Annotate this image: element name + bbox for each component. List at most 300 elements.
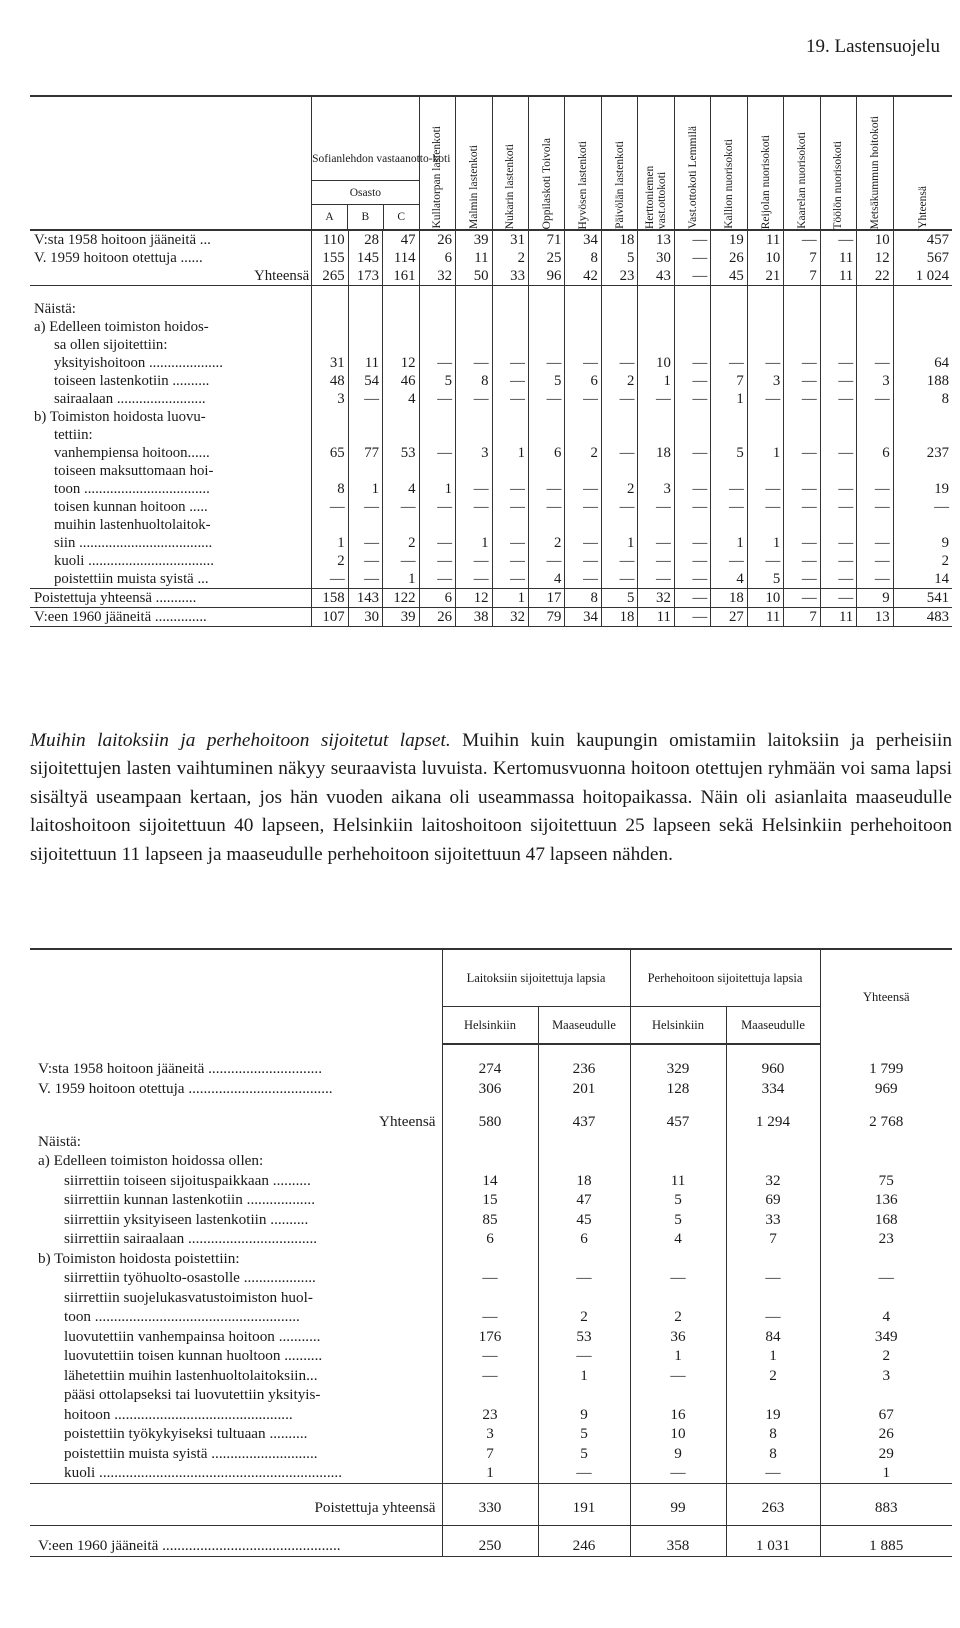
cell-value: —	[674, 498, 710, 516]
cell-value	[747, 462, 783, 480]
cell-value: 110	[312, 230, 348, 249]
cell-value	[565, 462, 601, 480]
cell-value	[565, 300, 601, 318]
cell-value: 1	[711, 390, 747, 408]
column-header-box	[748, 109, 783, 229]
cell-value: —	[820, 552, 856, 570]
cell-value: —	[601, 390, 637, 408]
cell-value: —	[674, 390, 710, 408]
cell-value: —	[538, 1346, 630, 1366]
cell-value	[711, 318, 747, 336]
cell-value: —	[528, 390, 564, 408]
cell-value: —	[726, 1268, 820, 1288]
cell-value: 8	[893, 390, 952, 408]
cell-value: 3	[820, 1366, 952, 1386]
cell-value: 1	[383, 570, 420, 589]
cell-value: —	[674, 589, 710, 608]
cell-value: 33	[492, 267, 528, 286]
cell-value: 246	[538, 1526, 630, 1557]
row-label: V:een 1960 jääneitä ...............................................	[30, 1526, 442, 1557]
cell-value: —	[747, 354, 783, 372]
cell-value	[857, 318, 893, 336]
row-label: siirrettiin työhuolto-osastolle ...................	[64, 1269, 316, 1286]
row-label: yksityishoitoon ....................	[54, 355, 223, 371]
column-header	[601, 96, 637, 230]
row-label: toon ..................................	[54, 481, 210, 497]
cell-value: 11	[348, 354, 382, 372]
cell-value: 2	[312, 552, 348, 570]
cell-value: —	[312, 570, 348, 589]
cell-value: —	[674, 480, 710, 498]
cell-value	[601, 286, 637, 301]
cell-value: —	[601, 498, 637, 516]
cell-value: 5	[538, 1444, 630, 1464]
cell-value: 114	[383, 249, 420, 267]
cell-value	[456, 318, 492, 336]
cell-value: 12	[456, 589, 492, 608]
cell-value	[893, 286, 952, 301]
cell-value: 541	[893, 589, 952, 608]
column-header-label: Vast.ottokoti Lemmilä	[686, 126, 699, 229]
column-header	[492, 96, 528, 230]
cell-value: —	[601, 444, 637, 462]
row-label: a) Edelleen toimiston hoidos-	[34, 319, 209, 335]
column-header-label: Kallion nuorisokoti	[723, 139, 736, 229]
cell-value: —	[630, 1268, 726, 1288]
cell-value: —	[820, 534, 856, 552]
cell-value: —	[674, 372, 710, 390]
cell-value: —	[419, 534, 455, 552]
cell-value: 47	[538, 1190, 630, 1210]
cell-value: 10	[638, 354, 674, 372]
cell-value	[674, 318, 710, 336]
cell-value: 18	[601, 608, 637, 627]
cell-value: —	[784, 534, 820, 552]
cell-value: 2 768	[820, 1098, 952, 1132]
cell-value: 5	[630, 1210, 726, 1230]
cell-value: —	[456, 552, 492, 570]
cell-value: 8	[726, 1444, 820, 1464]
cell-value: 11	[820, 249, 856, 267]
table-row	[30, 372, 952, 390]
cell-value: —	[857, 552, 893, 570]
cell-value: —	[674, 444, 710, 462]
table-row	[30, 1288, 952, 1308]
cell-value: —	[565, 498, 601, 516]
cell-value: 18	[711, 589, 747, 608]
cell-value: —	[820, 480, 856, 498]
cell-value	[601, 408, 637, 426]
cell-value: —	[674, 552, 710, 570]
row-label: muihin lastenhuoltolaitok-	[54, 517, 211, 533]
cell-value: —	[528, 552, 564, 570]
column-header	[456, 96, 492, 230]
cell-value: 1 294	[726, 1098, 820, 1132]
cell-value: 26	[711, 249, 747, 267]
table-row	[30, 1171, 952, 1191]
column-header-box	[638, 109, 673, 229]
cell-value: —	[711, 354, 747, 372]
cell-value	[383, 462, 420, 480]
cell-value: —	[565, 570, 601, 589]
cell-value: 5	[711, 444, 747, 462]
cell-value	[442, 1249, 538, 1269]
cell-value	[348, 300, 382, 318]
column-header-label: Malmin lastenkoti	[467, 144, 480, 229]
cell-value: —	[601, 354, 637, 372]
cell-value: 1	[820, 1463, 952, 1483]
row-label: vanhempiensa hoitoon......	[54, 445, 210, 461]
cell-value: —	[820, 372, 856, 390]
cell-value	[456, 408, 492, 426]
cell-value	[893, 426, 952, 444]
cell-value	[492, 286, 528, 301]
cell-value	[784, 318, 820, 336]
cell-value	[538, 1132, 630, 1152]
cell-value	[565, 286, 601, 301]
cell-value	[442, 1151, 538, 1171]
row-label: Yhteensä	[378, 1113, 436, 1130]
cell-value: 19	[893, 480, 952, 498]
cell-value	[784, 300, 820, 318]
row-label: kuoli ................................................................	[30, 1463, 442, 1483]
cell-value: 30	[348, 608, 382, 627]
cell-value	[492, 462, 528, 480]
cell-value: —	[820, 444, 856, 462]
cell-value: —	[674, 267, 710, 286]
table2-stub-header	[30, 949, 442, 1044]
cell-value: 145	[348, 249, 382, 267]
cell-value: 77	[348, 444, 382, 462]
cell-value	[601, 300, 637, 318]
cell-value: —	[638, 534, 674, 552]
table-row	[30, 1424, 952, 1444]
table-row	[30, 1249, 952, 1269]
cell-value: 1	[726, 1346, 820, 1366]
cell-value	[630, 1249, 726, 1269]
cell-value: 5	[528, 372, 564, 390]
column-header-box	[894, 109, 952, 229]
cell-value: —	[893, 498, 952, 516]
cell-value: —	[784, 570, 820, 589]
cell-value	[857, 286, 893, 301]
cell-value: 6	[538, 1229, 630, 1249]
cell-value: 1	[711, 534, 747, 552]
column-header-label: Nukarin lastenkoti	[504, 143, 517, 229]
column-header	[747, 96, 783, 230]
table-row	[30, 1079, 952, 1099]
cell-value	[456, 336, 492, 354]
row-label: siirrettiin kunnan lastenkotiin ..................	[64, 1191, 315, 1208]
row-label: luovutettiin vanhempainsa hoitoon ...........	[64, 1327, 321, 1345]
cell-value	[893, 462, 952, 480]
cell-value	[383, 318, 420, 336]
row-label: toisen kunnan hoitoon .....	[54, 499, 208, 515]
row-label: poistettiin muista syistä ...	[30, 570, 312, 589]
cell-value: 128	[630, 1079, 726, 1099]
row-label	[30, 286, 312, 301]
cell-value: 5	[419, 372, 455, 390]
cell-value: 8	[565, 249, 601, 267]
cell-value: 188	[893, 372, 952, 390]
cell-value: —	[784, 372, 820, 390]
column-header-box	[857, 109, 892, 229]
cell-value	[312, 516, 348, 534]
cell-value: —	[638, 498, 674, 516]
cell-value: 65	[312, 444, 348, 462]
column-header-label: Töölön nuorisokoti	[832, 140, 845, 229]
column-header	[638, 96, 674, 230]
table-row	[30, 1327, 952, 1347]
table-row	[30, 408, 952, 426]
column-header-label: Päivölän lastenkoti	[613, 141, 626, 229]
cell-value: 10	[747, 589, 783, 608]
cell-value: 31	[492, 230, 528, 249]
cell-value: 71	[528, 230, 564, 249]
column-header-box	[420, 109, 455, 229]
cell-value	[726, 1385, 820, 1405]
row-label: b) Toimiston hoidosta luovu-	[34, 409, 206, 425]
cell-value: —	[492, 372, 528, 390]
row-label: siirrettiin sairaalaan ..................................	[64, 1230, 318, 1247]
column-header-box	[821, 109, 856, 229]
column-header-box	[565, 109, 600, 229]
cell-value: 263	[726, 1483, 820, 1526]
cell-value: —	[820, 230, 856, 249]
cell-value	[348, 336, 382, 354]
cell-value: 4	[711, 570, 747, 589]
cell-value	[857, 336, 893, 354]
cell-value	[820, 426, 856, 444]
cell-value	[674, 286, 710, 301]
cell-value: 1	[456, 534, 492, 552]
cell-value: 27	[711, 608, 747, 627]
cell-value	[383, 408, 420, 426]
cell-value	[456, 462, 492, 480]
cell-value	[711, 426, 747, 444]
cell-value: —	[726, 1463, 820, 1483]
children-homes-table	[30, 95, 952, 627]
table-row	[30, 1346, 952, 1366]
cell-value: —	[419, 570, 455, 589]
cell-value: 32	[419, 267, 455, 286]
cell-value: —	[456, 354, 492, 372]
cell-value: 28	[348, 230, 382, 249]
cell-value: 334	[726, 1079, 820, 1099]
cell-value	[711, 516, 747, 534]
cell-value: 1	[747, 534, 783, 552]
cell-value: 67	[820, 1405, 952, 1425]
cell-value: 6	[857, 444, 893, 462]
table-row	[30, 1044, 952, 1079]
cell-value: 1	[442, 1463, 538, 1483]
cell-value	[456, 516, 492, 534]
cell-value: —	[820, 390, 856, 408]
cell-value: 2	[601, 480, 637, 498]
cell-value: 39	[383, 608, 420, 627]
cell-value	[348, 286, 382, 301]
cell-value: 85	[442, 1210, 538, 1230]
cell-value: 7	[711, 372, 747, 390]
row-label: Poistettuja yhteensä	[30, 1483, 442, 1526]
cell-value: 10	[747, 249, 783, 267]
row-label: V. 1959 hoitoon otettuja ......................................	[38, 1079, 333, 1097]
cell-value: —	[747, 552, 783, 570]
row-label: V:sta 1958 hoitoon jääneitä ...	[34, 232, 211, 248]
cell-value: 4	[820, 1307, 952, 1327]
cell-value: —	[538, 1268, 630, 1288]
cell-value	[383, 426, 420, 444]
column-header	[784, 96, 820, 230]
cell-value	[348, 318, 382, 336]
cell-value: 19	[726, 1405, 820, 1425]
cell-value: 6	[528, 444, 564, 462]
cell-value	[348, 462, 382, 480]
column-header-box	[675, 109, 710, 229]
cell-value	[820, 286, 856, 301]
cell-value	[538, 1288, 630, 1308]
row-label: Yhteensä	[30, 267, 312, 286]
paragraph-italic-lead: Muihin laitoksiin ja perhehoitoon sijoitetut lapset.	[30, 730, 451, 751]
cell-value: 23	[442, 1405, 538, 1425]
cell-value	[857, 426, 893, 444]
cell-value: 43	[638, 267, 674, 286]
sub-countryside-1: Maaseudulle	[538, 1007, 630, 1045]
cell-value: 483	[893, 608, 952, 627]
cell-value	[857, 516, 893, 534]
table-row	[30, 589, 952, 608]
cell-value	[492, 516, 528, 534]
cell-value: —	[674, 230, 710, 249]
cell-value: 11	[456, 249, 492, 267]
cell-value	[419, 426, 455, 444]
column-header	[857, 96, 893, 230]
cell-value: 1	[638, 372, 674, 390]
cell-value	[528, 426, 564, 444]
cell-value: 1 031	[726, 1526, 820, 1557]
cell-value	[638, 318, 674, 336]
group-family-care: Perhehoitoon sijoitettuja lapsia	[630, 949, 820, 1007]
cell-value	[857, 462, 893, 480]
cell-value	[528, 286, 564, 301]
cell-value	[538, 1385, 630, 1405]
cell-value: 107	[312, 608, 348, 627]
cell-value: —	[492, 498, 528, 516]
row-label: toiseen lastenkotiin ..........	[54, 373, 210, 389]
cell-value: —	[674, 354, 710, 372]
cell-value	[784, 516, 820, 534]
cell-value: 4	[528, 570, 564, 589]
cell-value: —	[638, 570, 674, 589]
table-row	[30, 1385, 952, 1405]
cell-value: 1	[747, 444, 783, 462]
sub-b: B	[347, 205, 383, 229]
cell-value: 7	[442, 1444, 538, 1464]
cell-value: —	[565, 390, 601, 408]
cell-value: 15	[442, 1190, 538, 1210]
cell-value: —	[784, 589, 820, 608]
cell-value: 237	[893, 444, 952, 462]
cell-value: 3	[747, 372, 783, 390]
cell-value	[820, 408, 856, 426]
cell-value: 2	[820, 1346, 952, 1366]
cell-value: 18	[638, 444, 674, 462]
row-label: toiseen maksuttomaan hoi-	[54, 463, 214, 479]
sub-helsinki-2: Helsinkiin	[630, 1007, 726, 1045]
table1-stub-header	[30, 96, 312, 230]
table-row	[30, 426, 952, 444]
cell-value	[711, 336, 747, 354]
table-row	[30, 1229, 952, 1249]
cell-value: 34	[565, 608, 601, 627]
cell-value	[674, 300, 710, 318]
cell-value: 34	[565, 230, 601, 249]
cell-value: —	[711, 498, 747, 516]
cell-value: —	[711, 552, 747, 570]
cell-value: 176	[442, 1327, 538, 1347]
cell-value	[726, 1249, 820, 1269]
table2-header-row1	[30, 949, 952, 1007]
cell-value: —	[565, 354, 601, 372]
cell-value: 33	[726, 1210, 820, 1230]
cell-value: 1	[601, 534, 637, 552]
group-institutions: Laitoksiin sijoitettuja lapsia	[442, 949, 630, 1007]
cell-value	[638, 408, 674, 426]
cell-value	[747, 408, 783, 426]
row-label: V:sta 1958 hoitoon jääneitä ..............................	[38, 1059, 323, 1077]
cell-value: 306	[442, 1079, 538, 1099]
cell-value: 1 885	[820, 1526, 952, 1557]
cell-value: 155	[312, 249, 348, 267]
cell-value	[747, 300, 783, 318]
cell-value: 64	[893, 354, 952, 372]
cell-value	[820, 300, 856, 318]
cell-value: —	[442, 1366, 538, 1386]
cell-value	[312, 336, 348, 354]
cell-value: 8	[456, 372, 492, 390]
cell-value: —	[383, 498, 420, 516]
cell-value: —	[630, 1366, 726, 1386]
cell-value: —	[820, 498, 856, 516]
row-label: sairaalaan ........................	[54, 391, 206, 407]
cell-value: 201	[538, 1079, 630, 1099]
cell-value	[312, 408, 348, 426]
cell-value	[528, 300, 564, 318]
cell-value: 14	[893, 570, 952, 589]
cell-value: —	[820, 354, 856, 372]
cell-value: —	[419, 552, 455, 570]
row-label: lähetettiin muihin lastenhuoltolaitoksiin...	[64, 1366, 318, 1384]
cell-value	[747, 336, 783, 354]
row-label: hoitoon ...............................................	[64, 1405, 293, 1423]
cell-value: —	[348, 390, 382, 408]
cell-value: 5	[538, 1424, 630, 1444]
cell-value: 32	[638, 589, 674, 608]
column-header	[528, 96, 564, 230]
row-label: Näistä:	[38, 1132, 82, 1150]
cell-value: 143	[348, 589, 382, 608]
cell-value: 9	[630, 1444, 726, 1464]
row-label: a) Edelleen toimiston hoidossa ollen:	[38, 1152, 264, 1169]
cell-value: —	[747, 498, 783, 516]
cell-value: 567	[893, 249, 952, 267]
cell-value	[601, 336, 637, 354]
cell-value: —	[565, 534, 601, 552]
cell-value	[538, 1249, 630, 1269]
cell-value	[747, 286, 783, 301]
cell-value: 11	[630, 1171, 726, 1191]
cell-value: 38	[456, 608, 492, 627]
